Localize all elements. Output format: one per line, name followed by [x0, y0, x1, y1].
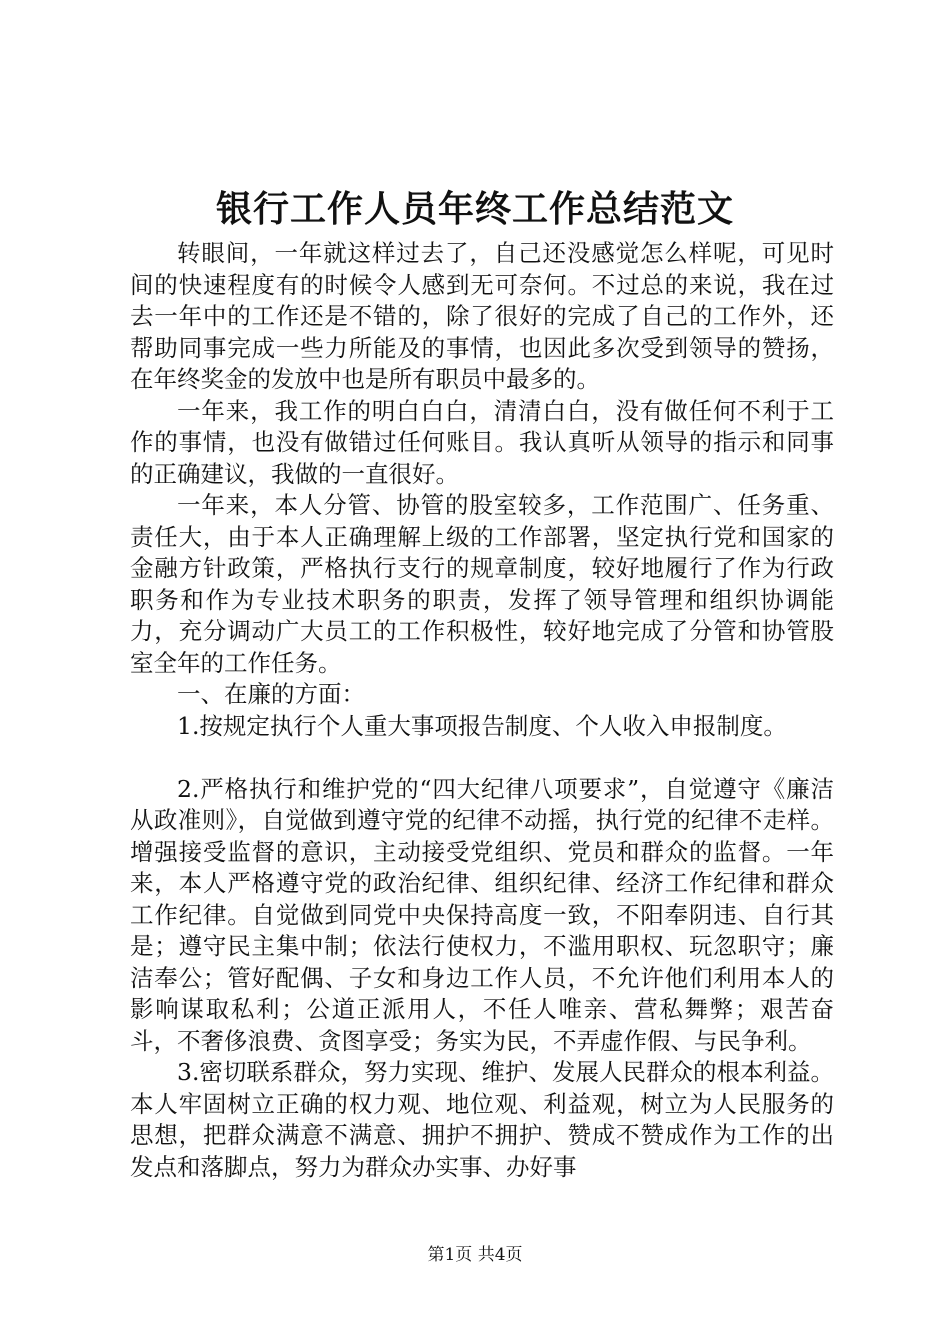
paragraph-intro: 转眼间，一年就这样过去了，自己还没感觉怎么样呢，可见时间的快速程度有的时候令人感到无可奈何。不过总的来说，我在过去一年中的工作还是不错的，除了很好的完成了自己的工作外，还帮助同事完成一些力所能及的事情，也因此多次受到领导的赞扬，在年终奖金的发放中也是所有职员中最多的。: [130, 239, 834, 393]
page-footer: 第1页 共4页: [427, 1245, 523, 1265]
paragraph-item-1: 1.按规定执行个人重大事项报告制度、个人收入申报制度。: [177, 711, 787, 740]
paragraph-item-3: 3.密切联系群众，努力实现、维护、发展人民群众的根本利益。本人牢固树立正确的权力观、地位观、利益观，树立为人民服务的思想，把群众满意不满意、拥护不拥护、赞成不赞成作为工作的出发点和落脚点，努力为群众办实事、办好事: [130, 1058, 834, 1181]
paragraph-item-2: 2.严格执行和维护党的“四大纪律八项要求”，自觉遵守《廉洁从政准则》，自觉做到遵守党的纪律不动摇，执行党的纪律不走样。增强接受监督的意识，主动接受党组织、党员和群众的监督。一年来，本人严格遵守党的政治纪律、组织纪律、经济工作纪律和群众工作纪律。自觉做到同党中央保持高度一致，不阳奉阴违、自行其是；遵守民主集中制；依法行使权力，不滥用职权、玩忽职守；廉洁奉公；管好配偶、子女和身边工作人员，不允许他们利用本人的影响谋取私利；公道正派用人，不任人唯亲、营私舞弊；艰苦奋斗，不奢侈浪费、贪图享受；务实为民，不弄虚作假、与民争利。: [130, 774, 834, 1055]
section-heading-integrity: 一、在廉的方面：: [177, 680, 365, 708]
paragraph-responsibilities: 一年来，本人分管、协管的股室较多，工作范围广、任务重、责任大，由于本人正确理解上级的工作部署，坚定执行党和国家的金融方针政策，严格执行支行的规章制度，较好地履行了作为行政职务和作为专业技术职务的职责，发挥了领导管理和组织协调能力，充分调动广大员工的工作积极性，较好地完成了分管和协管股室全年的工作任务。: [130, 491, 834, 677]
document-body: [130, 238, 834, 1183]
document-title: 银行工作人员年终工作总结范文: [215, 188, 734, 230]
paragraph-honesty: 一年来，我工作的明白白白，清清白白，没有做任何不利于工作的事情，也没有做错过任何账目。我认真听从领导的指示和同事的正确建议，我做的一直很好。: [130, 396, 834, 488]
